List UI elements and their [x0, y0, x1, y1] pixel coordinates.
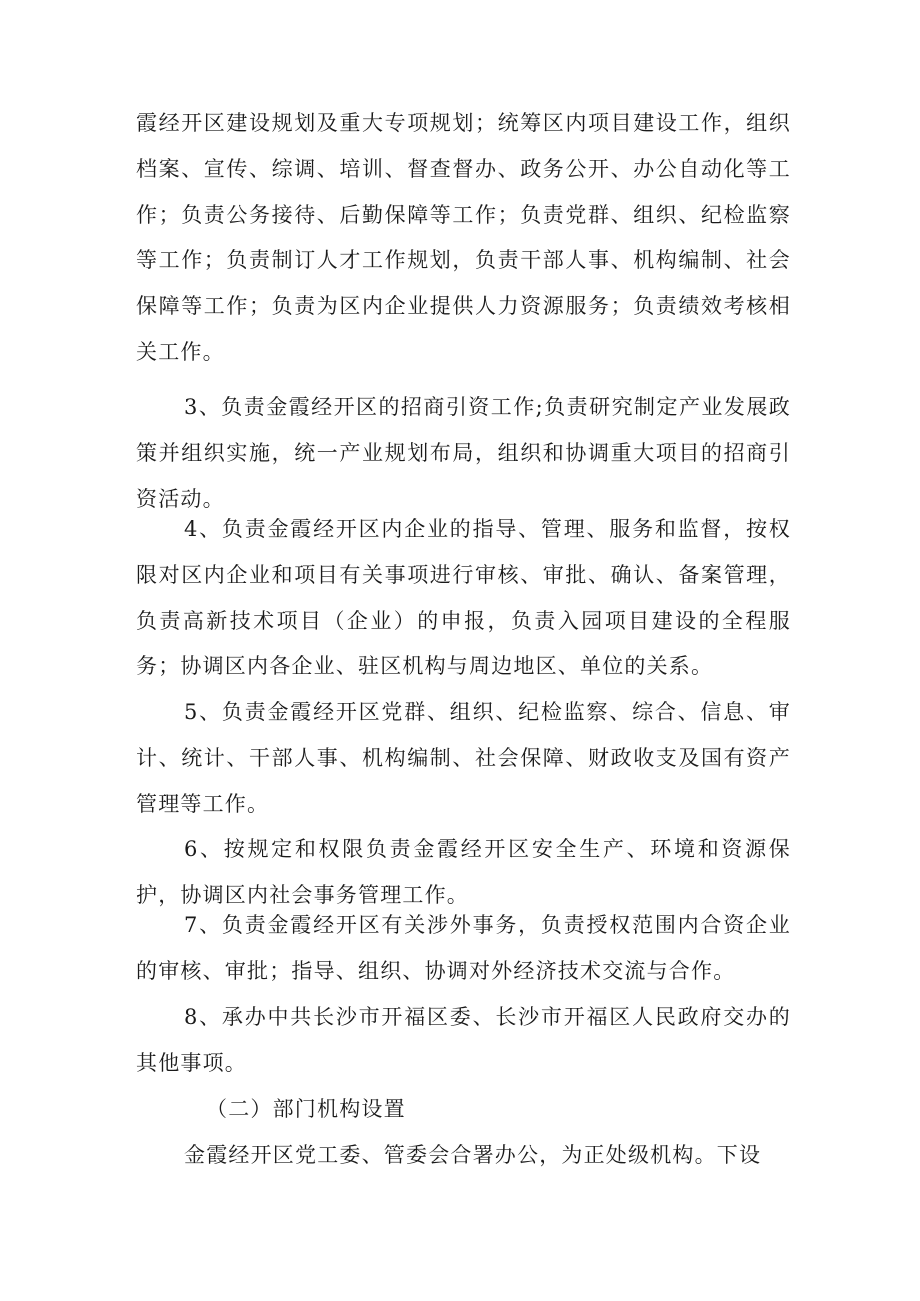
- paragraph-item-5: 5、负责金霞经开区党群、组织、纪检监察、综合、信息、审计、统计、干部人事、机构编制、社会保障、财政收支及国有资产管理等工作。: [136, 700, 791, 816]
- paragraph-item-3: 3、负责金霞经开区的招商引资工作;负责研究制定产业发展政策并组织实施，统一产业规划布局，组织和协调重大项目的招商引资活动。: [136, 395, 791, 511]
- paragraph-item-4: 4、负责金霞经开区内企业的指导、管理、服务和监督，按权限对区内企业和项目有关事项进行审核、审批、确认、备案管理，负责高新技术项目（企业）的申报，负责入园项目建设的全程服务；协调区内各企业、驻区机构与周边地区、单位的关系。: [136, 517, 791, 679]
- paragraph-item-7: 7、负责金霞经开区有关涉外事务，负责授权范围内合资企业的审核、审批；指导、组织、协调对外经济技术交流与合作。: [136, 913, 791, 983]
- paragraph-org-setup: 金霞经开区党工委、管委会合署办公，为正处级机构。下设: [184, 1143, 762, 1167]
- paragraph-duties-continued: 霞经开区建设规划及重大专项规划；统筹区内项目建设工作，组织档案、宣传、综调、培训、督查督办、政务公开、办公自动化等工作；负责公务接待、后勤保障等工作；负责党群、组织、纪检监察等工作；负责制订人才工作规划，负责干部人事、机构编制、社会保障等工作；负责为区内企业提供人力资源服务；负责绩效考核相关工作。: [136, 111, 791, 364]
- paragraph-item-6: 6、按规定和权限负责金霞经开区安全生产、环境和资源保护，协调区内社会事务管理工作。: [136, 837, 791, 907]
- paragraph-item-8: 8、承办中共长沙市开福区委、长沙市开福区人民政府交办的其他事项。: [136, 1005, 791, 1075]
- section-heading: （二）部门机构设置: [206, 1097, 406, 1121]
